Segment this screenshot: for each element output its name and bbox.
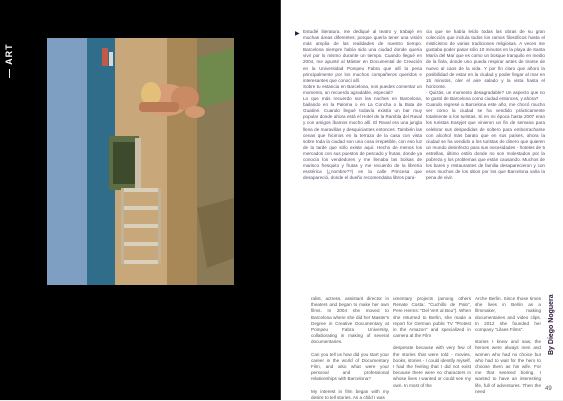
beach-photo-image [47,38,234,285]
paragraph: Arche Berlin. Since those times she lives in Berlin as a filmmaker, making documentaries and video clips. In 2012 she founded her company "Lilaes Films". [475,296,541,333]
paragraph: stories I knew and saw, the heroes were always men and women who had no choice but who had to wait for the hero to choose them as his wife. For me that seemed boring. I wanted to have an interesting life, full of adventures. Then the need [475,339,541,394]
paragraph: desperate because with very few of the stories that were told - movies, books, stories - I could identify myself. I had the feeling that I did not exist because there were no characters in whose lives I wanted or could see my own. In most of the [393,345,471,388]
paragraph: cia que se había leído todas las obras de su gran colección que incluía todos los ramos filosóficos hasta el misticismo de varias tradiciones religiosas. A veces me gustaba poder pasar sólo 10 minutos en la playa de Santa María del Mar que es como un bosque tranquilo en medio de la fiola, donde uno pueda respirar antes de tirarse de nuevo al caos de la vida. Y por fin claro que añoro la posibilidad de estar en la ciudad y poder llegar al mar en 15 minutos, oler el aire salado y la vista hasta el horizonte. [426,29,545,89]
section-label: — ART [4,43,14,78]
paragraph: ralist, actress, assistant director in theaters and began to make her own films. In 2004 she moved to Barcelona where she did her Master's Degree in Creative Documentary at Pompeu Fabra University, collaborating in making of several documentaries. [311,296,389,345]
question: Can you tell us how did you start your career in the world of Documentary Film, and also what were your personal and professional relationships with Barcelona? [311,351,389,382]
paragraph: Lo que más recuerdo son las noches en Barcelona, bailando en la Paloma o en La Concha o la Bata de Guatiné. Cuando llegué todavía existía un bar muy popular donde ahora está el Hotel de la Rambla del Raval y con amigos íbamos mucho allí. El Raval era una jungla llena de maravillas y desquiciantes entonces. También las cenas que hicimos en la terraza de la casa con vista sobre toda la ciudad son una cosa irrepetible, con eso luz de la tarde que sólo existe aquí. Hecho de menos los mercados con sus puestos de pescado y frutas, donde ya conocía los vendedores y me llenaba las bolsas de marisco fresquito y frutas y me recuerdo de la librería esotérica (¿nombre??) en la calle Princesa que desapareció, donde el dueño recomendaba libros para- [303,96,422,181]
english-column-1 [311,296,389,400]
spanish-column-2 [426,29,545,274]
english-column-2 [393,296,471,396]
paragraph: Estudié literatura, me dediqué al teatro y trabajé en muchas áreas diferentes; porque quería tener una visión más amplia de las realidades de nuestro tiempo. Barcelona siempre había sido una ciudad donde quería vivir por lo mismo durante un tiempo. Cuando llegué en 2004, me apunté al Máster en Documental de Creación en la Universidad Pompeu Fabra que allí la pena principalmente por los muchos compañeros queridos e interesantes que conocí allí. [303,29,422,83]
question: - Quizás, un momento desagradable? Un aspecto que no te gustó de Barcelona como ciudad entonces, y ahora? [426,89,545,102]
english-column-3 [475,296,541,396]
left-page [0,0,281,400]
triangle-bullet-icon: ▶ [295,31,300,37]
photo [47,38,234,285]
question: Sobre tu estancia en Barcelona, nos puedes comentar un momento, un recuerdo agradable, especial? [303,83,422,95]
paragraph: umentary projects (among others Renate Costa: "Cuchillo de Palo", Pere Herms: "Del Vert al Bou"). When she returned to Berlin, she made a report for German public TV "Protest in the Amazon" and specialized in camera at the Film [393,296,471,339]
paragraph: Cuando regresé a Barcelona este año, me chocó mucho ver como la ciudad se ha vendido prácticamente totalmente a los turistas. Si en mi época hasta 2007 eran los turistas Easyjet que vinieron un fin de semana para celebrar sus despedidas de soltero para emborracharse con alcohol más barato que en sus países, ahora la ciudad se ha vendido a los turistas de dinero que quieren un mundo desinfecto para sus necesidades - hoteles de 5 estrellas, último estilo donde no son molestados por la pobreza y los problemas que están causando. Muchos de los bares y restaurantes de familia desaparecieron y con esos muchos de los sitios por los que Barcelona valía la pena de vivir. [426,102,545,181]
page-number: 49 [545,386,552,392]
author-byline: By Diego Noguera [548,294,555,355]
spanish-column-1 [303,29,422,274]
paragraph: My interest in film began with my desire to tell stories. As a child I was [311,388,389,400]
